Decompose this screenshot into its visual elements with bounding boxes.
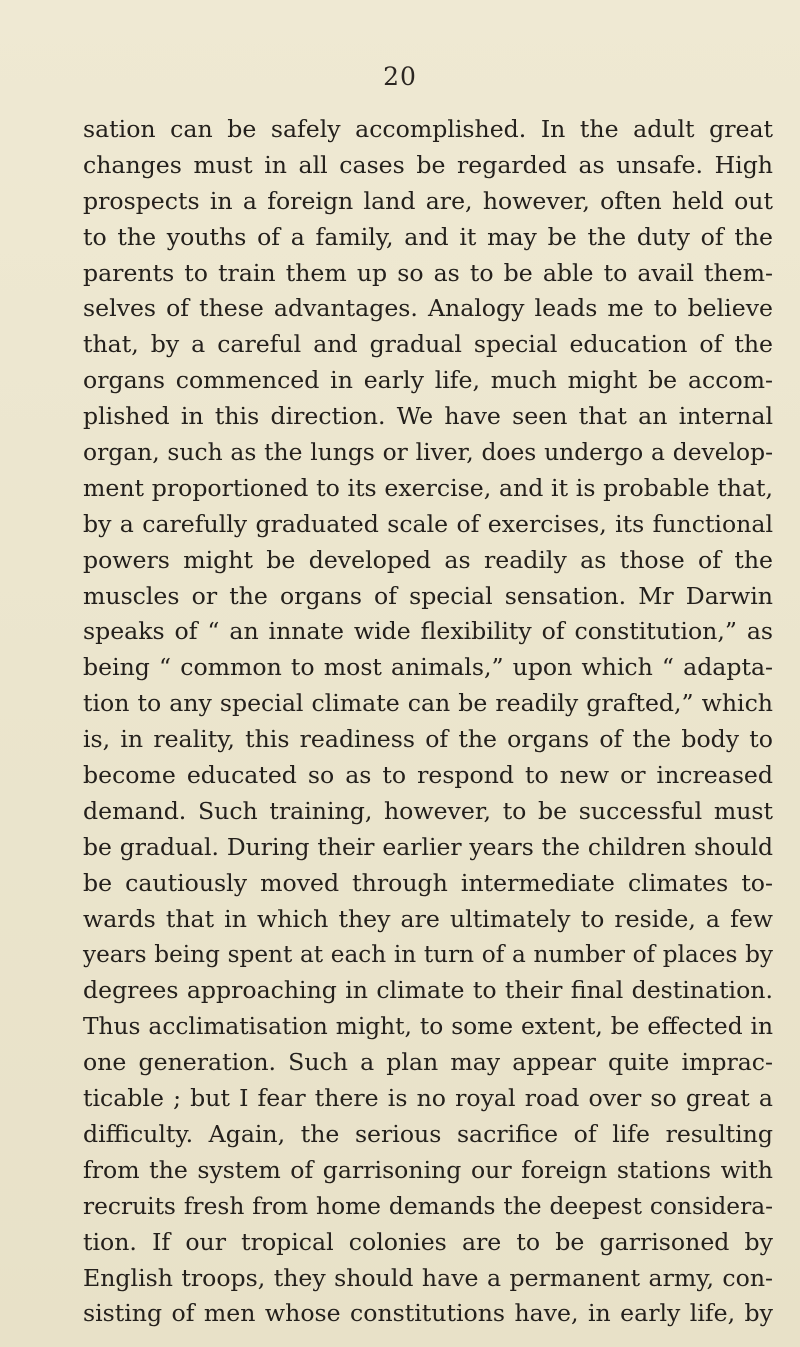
text-line: English troops, they should have a permanent army, con- (83, 1263, 773, 1292)
text-line: that, by a careful and gradual special education of the (83, 330, 773, 359)
text-line: Thus acclimatisation might, to some extent, be effected in (83, 1013, 773, 1041)
text-line: from the system of garrisoning our foreign stations with (83, 1155, 773, 1184)
text-line: ment proportioned to its exercise, and it is probable that, (83, 473, 773, 502)
text-line: sation can be safely accomplished. In the adult great (83, 115, 773, 143)
text-line: years being spent at each in turn of a number of places by (83, 941, 773, 969)
text-line: degrees approaching in climate to their final destination. (83, 976, 773, 1005)
text-line: is, in reality, this readiness of the organs of the body to (83, 725, 773, 754)
text-line: ticable ; but I fear there is no royal road over so great a (83, 1084, 773, 1113)
text-line: be gradual. During their earlier years the children should (83, 832, 773, 861)
text-line: muscles or the organs of special sensation. Mr Darwin (83, 581, 773, 610)
text-line: parents to train them up so as to be able to avail them- (83, 258, 773, 287)
text-line: wards that in which they are ultimately to reside, a few (83, 904, 773, 933)
text-line: sisting of men whose constitutions have, in early life, by (83, 1299, 773, 1328)
text-line: plished in this direction. We have seen that an internal (83, 402, 773, 431)
text-line: tion. If our tropical colonies are to be garrisoned by (83, 1227, 773, 1256)
text-line: to the youths of a family, and it may be the duty of the (83, 222, 773, 251)
text-line: changes must in all cases be regarded as unsafe. High (83, 150, 773, 179)
text-line: being “ common to most animals,” upon which “ adapta- (83, 653, 773, 682)
text-line: organs commenced in early life, much might be accom- (83, 366, 773, 395)
text-line: recruits fresh from home demands the deepest considera- (83, 1192, 773, 1220)
text-line: tion to any special climate can be readily grafted,” which (83, 689, 773, 718)
text-line: demand. Such training, however, to be successful must (83, 796, 773, 825)
text-line: by a carefully graduated scale of exercises, its functional (83, 509, 773, 538)
text-line: one generation. Such a plan may appear quite imprac- (83, 1048, 773, 1077)
text-line: difficulty. Again, the serious sacrifice of life resulting (83, 1119, 773, 1148)
text-line: become educated so as to respond to new or increased (83, 761, 773, 790)
text-line: powers might be developed as readily as those of the (83, 545, 773, 574)
text-line: organ, such as the lungs or liver, does undergo a develop- (83, 438, 773, 467)
page-number: 20 (383, 62, 417, 91)
text-line: speaks of “ an innate wide flexibility of constitution,” as (83, 617, 773, 646)
text-line: be cautiously moved through intermediate climates to- (83, 868, 773, 897)
text-line: prospects in a foreign land are, however, often held out (83, 186, 773, 215)
body-text (83, 112, 773, 1332)
text-line: selves of these advantages. Analogy leads me to believe (83, 294, 773, 323)
